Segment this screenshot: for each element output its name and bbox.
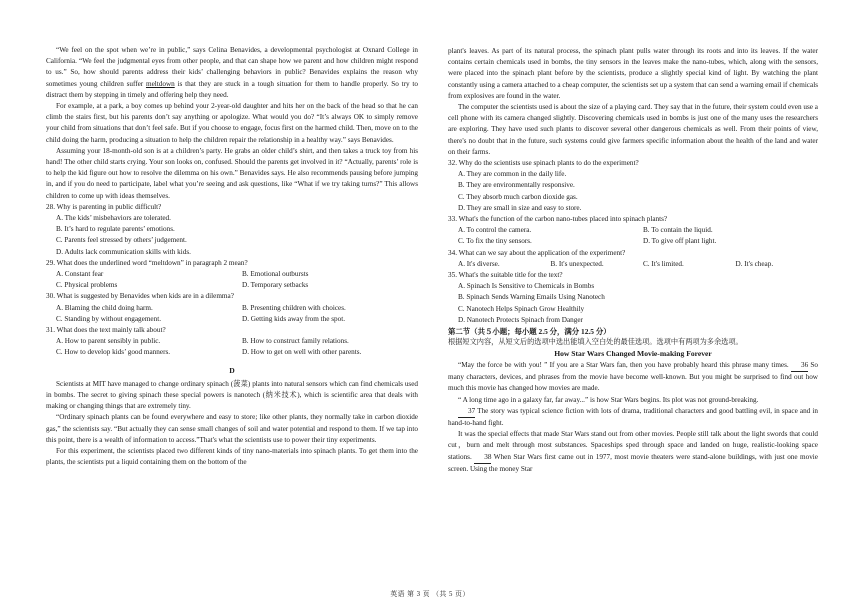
question-32: 32. Why do the scientists use spinach plants to do the experiment? bbox=[448, 159, 639, 168]
question-28-options bbox=[46, 213, 418, 258]
option-29c[interactable]: C. Physical problems bbox=[56, 281, 118, 290]
option-30b[interactable]: B. Presenting children with choices. bbox=[242, 303, 346, 312]
blank-36[interactable]: 36 bbox=[791, 360, 808, 372]
option-28d[interactable]: D. Adults lack communication skills with kids. bbox=[56, 247, 191, 256]
article-title: How Star Wars Changed Movie-making Forever bbox=[554, 349, 712, 359]
question-30-options bbox=[46, 303, 418, 325]
option-32d[interactable]: D. They are small in size and easy to store. bbox=[458, 203, 582, 212]
option-29a[interactable]: A. Constant fear bbox=[56, 270, 104, 279]
option-32a[interactable]: A. They are common in the daily life. bbox=[458, 170, 567, 179]
option-31c[interactable]: C. How to develop kids’ good manners. bbox=[56, 348, 171, 357]
blank-38[interactable]: 38 bbox=[474, 452, 491, 464]
question-35: 35. What's the suitable title for the text? bbox=[448, 271, 563, 280]
option-34d[interactable]: D. It's cheap. bbox=[735, 259, 774, 268]
section-2-instructions: 根据短文内容，从短文后的选项中选出能填入空白处的最佳选项。选项中有两项为多余选项。 bbox=[448, 338, 743, 347]
option-32b[interactable]: B. They are environmentally responsive. bbox=[458, 181, 575, 190]
passage-c-paragraph-2: For example, at a park, a boy comes up behind your 2-year-old daughter and hits her on the back of the head so that he can climb the stairs first, but his parents don’t say anything or apologize. What would you do? “It’s always OK to simply remove your child from situations that don’t feel safe. But if you choose to engage, focus first on the harmed child. Then, move on to the child doing the harm, producing a situation to help the children repair the relationship in a healthy way.” says Benavides. bbox=[46, 102, 418, 144]
option-32c[interactable]: C. They absorb much carbon dioxide gas. bbox=[458, 192, 578, 201]
option-29d[interactable]: D. Temporary setbacks bbox=[242, 281, 309, 290]
option-31a[interactable]: A. How to parent sensibly in public. bbox=[56, 337, 161, 346]
section-2-heading: 第二节（共５小题；每小题 2.5 分，满分 12.5 分） bbox=[448, 327, 611, 337]
option-35a[interactable]: A. Spinach Is Sensitive to Chemicals in Bombs bbox=[458, 282, 595, 291]
question-31-options bbox=[46, 336, 418, 358]
underlined-word: meltdown bbox=[145, 79, 175, 88]
question-30: 30. What is suggested by Benavides when kids are in a dilemma? bbox=[46, 292, 234, 301]
right-column bbox=[448, 46, 818, 475]
option-34a[interactable]: A. It's diverse. bbox=[458, 259, 500, 268]
question-33-options bbox=[448, 225, 818, 247]
option-33c[interactable]: C. To fix the tiny sensors. bbox=[458, 237, 532, 246]
section-d-heading: D bbox=[229, 365, 235, 375]
option-29b[interactable]: B. Emotional outbursts bbox=[242, 270, 309, 279]
question-33: 33. What's the function of the carbon nano-tubes placed into spinach plants? bbox=[448, 215, 668, 224]
question-32-options bbox=[448, 169, 818, 214]
question-28: 28. Why is parenting in public difficult? bbox=[46, 202, 162, 211]
question-34-options bbox=[448, 259, 818, 270]
question-31: 31. What does the text mainly talk about? bbox=[46, 326, 166, 335]
article-paragraph-4: It was the special effects that made Star Wars stand out from other movies. People still talk about the light swords that could cut，burn and melt through most substances. Spaceships sped through space and landed on huge, realistic-looking space stations. 38 When Star Wars first came out in 1977, most movie theaters were stand-alone buildings, with just one movie screen. Using the money Star bbox=[448, 430, 818, 473]
passage-d-paragraph-2: “Ordinary spinach plants can be found everywhere and easy to store; like other plants, they normally take in carbon dioxide gas,” the scientists say. “But actually they can sense small changes of soil and water potential and respond to them. If we tap into this point, there is a wealth of information to access.”That's what the scientists use to power their tiny experiments. bbox=[46, 413, 418, 444]
blank-37[interactable]: 37 bbox=[458, 406, 475, 418]
option-28c[interactable]: C. Parents feel stressed by others’ judgement. bbox=[56, 236, 187, 245]
article-paragraph-2: “ A long time ago in a galaxy far, far away...” is how Star Wars begins. Its plot was not ground-breaking. bbox=[458, 395, 759, 404]
question-34: 34. What can we say about the application of the experiment? bbox=[448, 248, 626, 257]
article-paragraph-3: 37 The story was typical science fiction with lots of drama, traditional characters and good battling evil, in space and in hand-to-hand fight. bbox=[448, 406, 818, 427]
passage-d-paragraph-1: Scientists at MIT have managed to change ordinary spinach (菠菜) plants into natural sensors which can find chemicals used in bombs. The secret to giving spinach these special powers is nanotech (纳米技术), which is scientific area that deals with making or changing things that are extremely tiny. bbox=[46, 379, 418, 411]
option-35c[interactable]: C. Nanotech Helps Spinach Grow Healthily bbox=[458, 304, 585, 313]
passage-d-paragraph-3-cont: plant's leaves. As part of its natural process, the spinach plant pulls water through its roots and into its leaves. If the water contains certain chemicals used in bombs, the tiny sensors in the leaves make the nano-tubes, which, along with the sensors, were placed into the spinach plant before by the scientists, produce a slightly special kind of light. By watching the plant constantly using a camera attached to a cheap computer, the scientists set up a system that can send a warning email if chemicals from explosives are found in the water. bbox=[448, 47, 818, 100]
passage-c-paragraph-3: Assuming your 18-month-old son is at a children’s party. He grabs an older child’s shirt, and then takes a truck toy from his hand! The other child starts crying. Your son looks on, confused. Should the parents get involved in it? “Actually, parents’ role is to help the kid figure out how to resolve the dilemma on his own.” Benavides says. He also recommends pausing before jumping in, and if you do need to participate, label what you’re seeing and ask questions, like “What if we try taking turns?” This allows children to come up with ideas themselves. bbox=[46, 146, 418, 200]
left-column bbox=[46, 45, 418, 468]
article-paragraph-1: “May the force be with you! ” If you are a Star Wars fan, then you have probably heard this phrase many times. 36 So many characters, devices, and phrases from the movie have become well-known. But you might be surprised to find out how much this movie has changed how movies are made. bbox=[448, 360, 819, 393]
option-28b[interactable]: B. It’s hard to regulate parents’ emotions. bbox=[56, 225, 175, 234]
option-31b[interactable]: B. How to construct family relations. bbox=[242, 337, 349, 346]
option-34c[interactable]: C. It's limited. bbox=[643, 259, 684, 268]
option-33a[interactable]: A. To control the camera. bbox=[458, 226, 532, 235]
option-33d[interactable]: D. To give off plant light. bbox=[643, 237, 717, 246]
question-29-options bbox=[46, 269, 418, 291]
option-33b[interactable]: B. To contain the liquid. bbox=[643, 226, 713, 235]
page-footer: 英语 第 3 页 （共 5 页） bbox=[390, 591, 470, 598]
passage-d-paragraph-4: The computer the scientists used is about the size of a playing card. They say that in the future, their system could even use a cell phone with its camera changed slightly. Discovering chemicals used in bombs is just one of the many uses the researchers are exploring. They have used such plants to discover several other dangerous chemicals as well. From their points of view, there's no doubt that in the future, such systems could give farmers specific information about the health of the land and water on their farms. bbox=[448, 103, 818, 156]
question-29: 29. What does the underlined word “meltdown” in paragraph 2 mean? bbox=[46, 258, 248, 267]
option-30d[interactable]: D. Getting kids away from the spot. bbox=[242, 314, 346, 323]
option-35b[interactable]: B. Spinach Sends Warning Emails Using Nanotech bbox=[458, 293, 605, 302]
passage-d-paragraph-3: For this experiment, the scientists placed two different kinds of tiny nano-materials into spinach plants. To get them into the plants, the scientists put a liquid containing them on the bottom of the bbox=[46, 446, 418, 467]
option-35d[interactable]: D. Nanotech Protects Spinach from Danger bbox=[458, 315, 583, 324]
option-30a[interactable]: A. Blaming the child doing harm. bbox=[56, 303, 153, 312]
question-35-options bbox=[448, 281, 818, 326]
option-28a[interactable]: A. The kids’ misbehaviors are tolerated. bbox=[56, 214, 171, 223]
option-34b[interactable]: B. It's unexpected. bbox=[550, 259, 604, 268]
option-30c[interactable]: C. Standing by without engagement. bbox=[56, 314, 162, 323]
option-31d[interactable]: D. How to get on well with other parents. bbox=[242, 348, 362, 357]
passage-c-paragraph-1: “We feel on the spot when we’re in public,” says Celina Benavides, a developmental psychologist at Oxnard College in California. “We feel the judgmental eyes from other people, and that can shape how we parent and how children might respond to us.” So, how should parents address their kids’ challenging behaviors in public? Benavides explains the reason why sometimes young children suffer meltdown is that they are stuck in a tough situation for them to handle properly. So try to distract them by stepping in timely and offering help they need. bbox=[46, 46, 418, 99]
